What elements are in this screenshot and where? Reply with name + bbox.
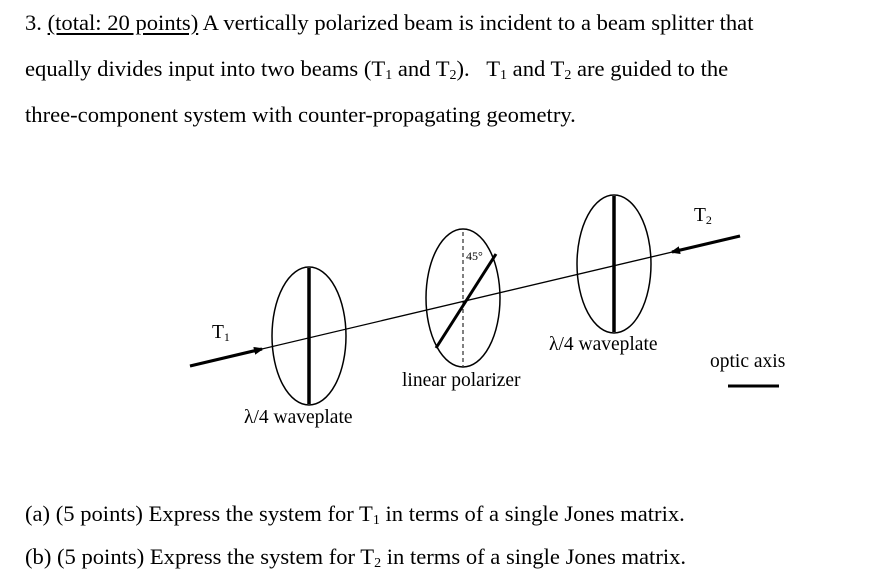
legend-label: optic axis: [710, 351, 786, 372]
t2-label: T2: [694, 205, 712, 227]
question-b-subscript: 2: [374, 556, 382, 571]
subscript-1: 1: [385, 68, 393, 83]
t1-label: T1: [212, 322, 230, 344]
right-waveplate-label: λ/4 waveplate: [549, 334, 658, 355]
t1-arrow: [190, 349, 262, 366]
question-b: [25, 543, 686, 571]
problem-line-2-part-c: ). T: [456, 56, 501, 81]
problem-line-2-part-e: are guided to the: [571, 56, 729, 81]
question-a-text-after: in terms of a single Jones matrix.: [379, 501, 685, 526]
subscript-2: 2: [564, 68, 572, 83]
polarizer-label: linear polarizer: [402, 370, 521, 391]
problem-line-3: three-component system with counter-propagating geometry.: [25, 102, 576, 127]
problem-line-2-part-b: and T: [392, 56, 450, 81]
question-b-text-after: in terms of a single Jones matrix.: [381, 544, 687, 569]
question-b-text-before: (b) (5 points) Express the system for T: [25, 544, 375, 569]
subscript-1: 1: [500, 68, 508, 83]
problem-line-2-part-d: and T: [507, 56, 565, 81]
points-label: (total: 20 points): [47, 10, 199, 35]
polarizer-transmission-axis: [436, 254, 496, 348]
question-a-text-before: (a) (5 points) Express the system for T: [25, 501, 373, 526]
problem-number: 3.: [25, 10, 42, 35]
subscript-2: 2: [449, 68, 457, 83]
question-a-subscript: 1: [372, 513, 380, 528]
left-waveplate-label: λ/4 waveplate: [244, 407, 353, 428]
problem-line-2-part-a: equally divides input into two beams (T: [25, 56, 386, 81]
question-a: [25, 500, 685, 528]
t2-arrow: [672, 236, 740, 252]
problem-line-1-text: A vertically polarized beam is incident to a beam splitter that: [198, 10, 754, 35]
polarizer-angle-label: 45°: [466, 249, 483, 263]
